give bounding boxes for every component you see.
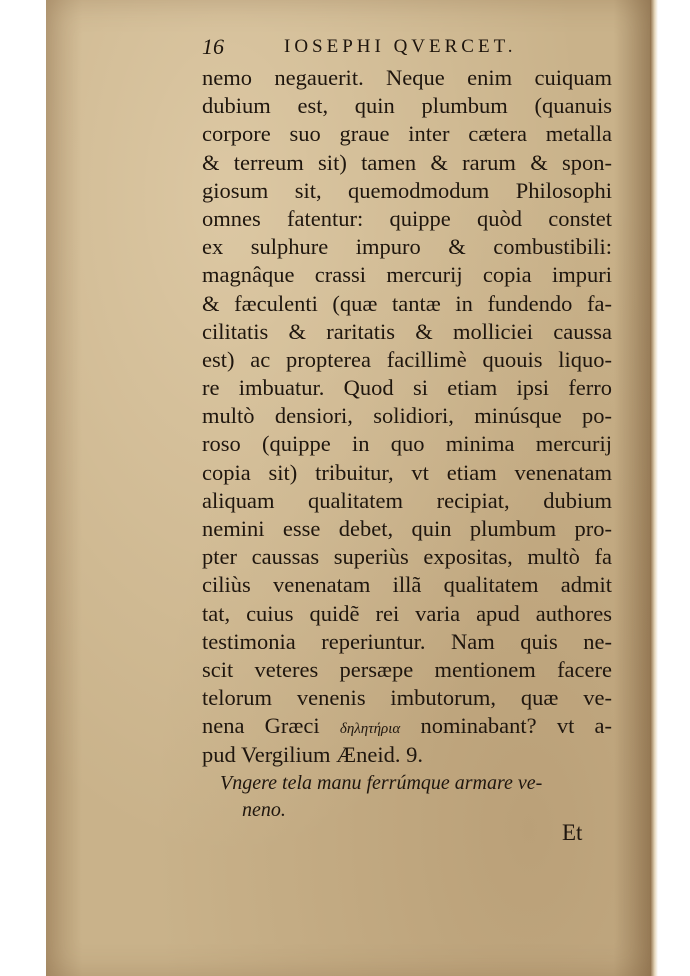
- catchword: Et: [562, 820, 583, 845]
- text-line: scit veteres persæpe mentionem facere: [202, 656, 612, 682]
- text-line: cilitatis & raritatis & molliciei caussa: [202, 318, 612, 344]
- text-line: giosum sit, quemodmodum Philosophi: [202, 177, 612, 203]
- text-line: roso (quippe in quo minima mercurij: [202, 431, 612, 457]
- page-header: [160, 34, 580, 64]
- text-line: copia sit) tribuitur, vt etiam venenatam: [202, 459, 612, 485]
- body-text: [202, 64, 612, 769]
- text-line: re imbuatur. Quod si etiam ipsi ferro: [202, 375, 612, 401]
- greek-line-after: nominabant? vt a-: [420, 713, 613, 739]
- text-line-last: pud Vergilium Æneid. 9.: [202, 741, 424, 767]
- text-line: magnâque crassi mercurij copia impuri: [202, 262, 612, 288]
- text-line: omnes fatentur: quippe quòd constet: [202, 205, 612, 231]
- page-number: 16: [202, 34, 224, 59]
- text-line: telorum venenis imbutorum, quæ ve-: [202, 685, 612, 711]
- text-line: corpore suo graue inter cætera metalla: [202, 121, 612, 147]
- text-line: aliquam qualitatem recipiat, dubium: [202, 487, 612, 513]
- text-line: ciliùs venenatam illã qualitatem admit: [202, 572, 612, 598]
- page-edge: [650, 0, 658, 976]
- text-line: est) ac propterea facillimè quouis liquo-: [202, 346, 612, 372]
- text-line: pter caussas superiùs expositas, multò fa: [202, 544, 612, 570]
- text-line: ex sulphure impuro & combustibili:: [202, 234, 612, 260]
- text-line: tat, cuius quidẽ rei varia apud authores: [202, 600, 612, 626]
- text-line: testimonia reperiuntur. Nam quis ne-: [202, 628, 612, 654]
- text-line: nemo negauerit. Neque enim cuiquam: [202, 65, 612, 90]
- text-line: & terreum sit) tamen & rarum & spon-: [202, 149, 612, 175]
- greek-word: δηλητήρια: [339, 721, 401, 738]
- text-line: multò densiori, solidiori, minúsque po-: [202, 403, 612, 429]
- text-line-greek: [202, 712, 612, 740]
- verse-line-continuation: neno.: [242, 799, 286, 821]
- text-line: nemini esse debet, quin plumbum pro-: [202, 516, 612, 541]
- greek-line-before: nena Græci: [202, 713, 320, 739]
- text-line: & fæculenti (quæ tantæ in fundendo fa-: [202, 290, 612, 316]
- verse-line: Vngere tela manu ferrúmque armare ve-: [220, 772, 543, 794]
- verse-quotation: [220, 770, 620, 824]
- running-title: IOSEPHI QVERCET.: [284, 36, 517, 57]
- text-line: dubium est, quin plumbum (quanuis: [202, 93, 612, 119]
